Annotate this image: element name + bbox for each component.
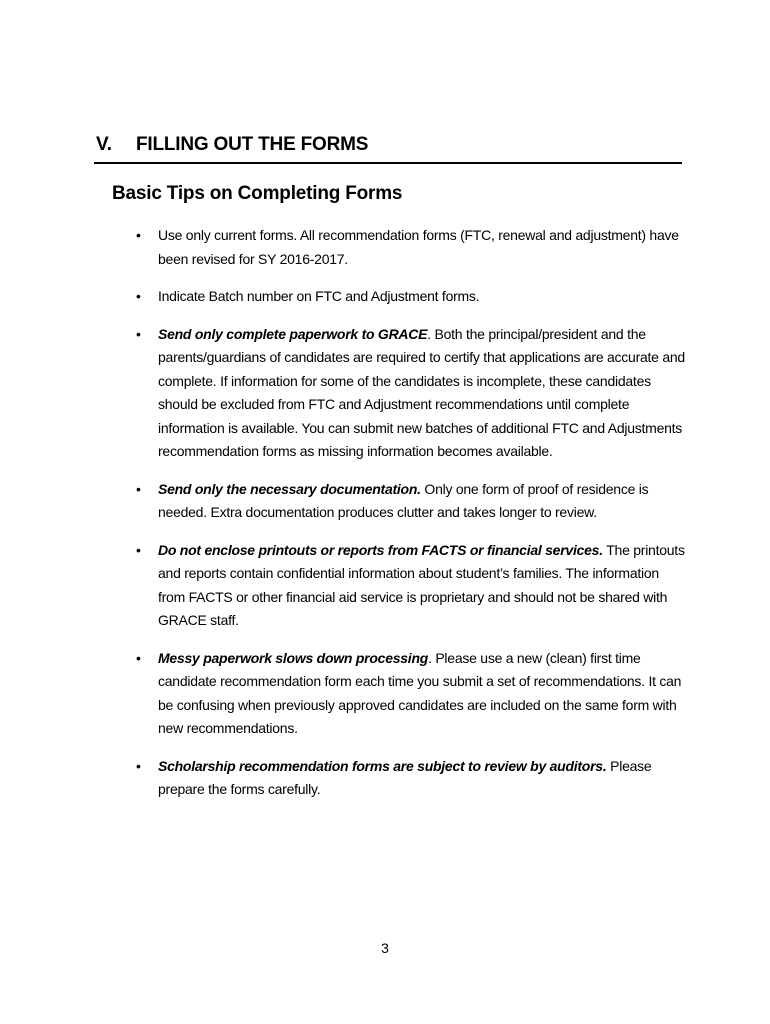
tip-text: Use only current forms. All recommendation forms (FTC, renewal and adjustment) have been revised for SY 2016-2017. (158, 227, 679, 267)
sub-heading: Basic Tips on Completing Forms (112, 183, 403, 204)
bullet-icon: • (136, 480, 141, 497)
bullet-icon: • (136, 227, 141, 243)
tip-text: . Both the principal/president and the parents/guardians of candidates are required to certify that applications are accurate and complete. If information for some of the candidates is incomplete, these candidates should be excluded from FTC and Adjustment recommendations until complete information is available. You can submit new batches of additional FTC and Adjustments recommendation forms as missing information becomes available. (158, 325, 685, 459)
bullet-icon: • (136, 649, 141, 666)
tip-lead: Scholarship recommendation forms are subject to review by auditors. (158, 757, 607, 774)
list-item (136, 285, 686, 309)
list-item (136, 224, 686, 271)
page-number: 3 (381, 940, 389, 956)
bullet-icon: • (136, 325, 141, 342)
list-item (136, 323, 686, 464)
tips-list (136, 224, 686, 816)
section-title: FILLING OUT THE FORMS (136, 134, 369, 155)
list-item (136, 478, 686, 525)
tip-lead: Send only complete paperwork to GRACE (158, 325, 428, 342)
tip-lead: Messy paperwork slows down processing (158, 649, 429, 666)
list-item (136, 539, 686, 633)
list-item (136, 647, 686, 741)
bullet-icon: • (136, 541, 141, 558)
tip-text: Please prepare the forms carefully. (158, 757, 652, 797)
list-item (136, 755, 686, 802)
bullet-icon: • (136, 757, 141, 774)
tip-text: The printouts and reports contain confidential information about student’s families. The information from FACTS or other financial aid service is proprietary and should not be shared with GRACE staff. (158, 541, 685, 628)
tip-text: . Please use a new (clean) first time candidate recommendation form each time you submit a set of recommendations. It can be confusing when previously approved candidates are included on the same form with new recommendations. (158, 649, 682, 736)
section-heading (96, 132, 682, 158)
tip-lead: Send only the necessary documentation. (158, 480, 421, 497)
section-number: V. (96, 134, 112, 155)
heading-rule (94, 162, 682, 164)
tip-text: Indicate Batch number on FTC and Adjustment forms. (158, 288, 480, 304)
tip-lead: Do not enclose printouts or reports from FACTS or financial services. (158, 541, 603, 558)
tip-text: Only one form of proof of residence is needed. Extra documentation produces clutter and takes longer to review. (158, 480, 649, 520)
bullet-icon: • (136, 288, 141, 304)
